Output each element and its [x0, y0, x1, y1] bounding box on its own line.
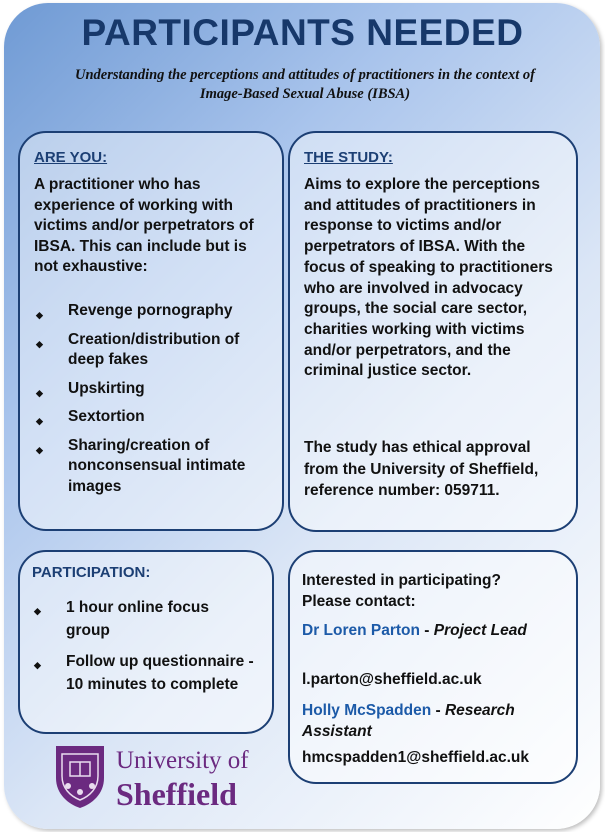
- contact-email-2[interactable]: hmcspadden1@sheffield.ac.uk: [302, 749, 530, 766]
- university-logo: [52, 742, 282, 814]
- participation-list: [32, 596, 254, 704]
- contact-box: [288, 550, 578, 784]
- diamond-bullet-icon: ◆: [34, 660, 41, 670]
- list-item: ◆ Follow up questionnaire - 10 minutes to complete: [34, 653, 254, 693]
- list-item: ◆ Sextortion: [34, 407, 274, 428]
- the-study-heading: THE STUDY:: [304, 149, 393, 166]
- contact-email-1[interactable]: l.parton@sheffield.ac.uk: [302, 671, 482, 688]
- contact-person-1: Dr Loren Parton - Project Lead: [302, 622, 527, 639]
- list-item: ◆ Sharing/creation of nonconsensual intimate images: [36, 436, 246, 495]
- diamond-bullet-icon: ◆: [34, 606, 41, 616]
- page-subtitle: Understanding the perceptions and attitudes of practitioners in the context of Image-Based Sexual Abuse (IBSA): [74, 67, 535, 102]
- contact-name-1: Dr Loren Parton: [302, 622, 420, 639]
- contact-role-2: Research Assistant: [302, 702, 515, 740]
- university-crest-icon: [52, 742, 108, 810]
- contact-role-1: Project Lead: [433, 622, 527, 639]
- diamond-bullet-icon: ◆: [36, 338, 43, 349]
- page-title: PARTICIPANTS NEEDED: [81, 12, 524, 53]
- participation-heading: PARTICIPATION:: [32, 564, 151, 581]
- list-item: ◆ Creation/distribution of deep fakes: [36, 330, 240, 368]
- are-you-box: [18, 131, 284, 531]
- participation-box: [18, 550, 274, 734]
- are-you-heading: ARE YOU:: [34, 149, 108, 166]
- are-you-text: A practitioner who has experience of working with victims and/or perpetrators of IBSA. This can include but is not exhaustive:: [34, 176, 254, 275]
- the-study-box: [288, 131, 578, 532]
- the-study-ethics: The study has ethical approval from the University of Sheffield, reference number: 059711.: [304, 439, 539, 499]
- diamond-bullet-icon: ◆: [36, 416, 43, 426]
- diamond-bullet-icon: ◆: [36, 387, 43, 398]
- are-you-list: [34, 301, 274, 505]
- logo-line-1: University of: [116, 747, 249, 774]
- diamond-bullet-icon: ◆: [36, 310, 43, 320]
- contact-name-2: Holly McSpadden: [302, 702, 432, 719]
- contact-person-2: Holly McSpadden - Research Assistant: [302, 702, 515, 740]
- list-item: ◆ Revenge pornography: [34, 301, 274, 322]
- list-item: ◆ 1 hour online focus group: [34, 599, 209, 639]
- the-study-text: Aims to explore the perceptions and attitudes of practitioners in response to victims and/or perpetrators of IBSA. With the focus of speaking to practitioners who are involved in advocacy groups, the social care sector, charities working with victims and/or perpetrators, and the criminal justice sector.: [304, 176, 553, 380]
- list-item: ◆ Upskirting: [34, 379, 274, 400]
- diamond-bullet-icon: ◆: [36, 444, 43, 455]
- contact-intro: Interested in participating? Please contact:: [302, 572, 501, 610]
- logo-line-2: Sheffield: [116, 776, 237, 812]
